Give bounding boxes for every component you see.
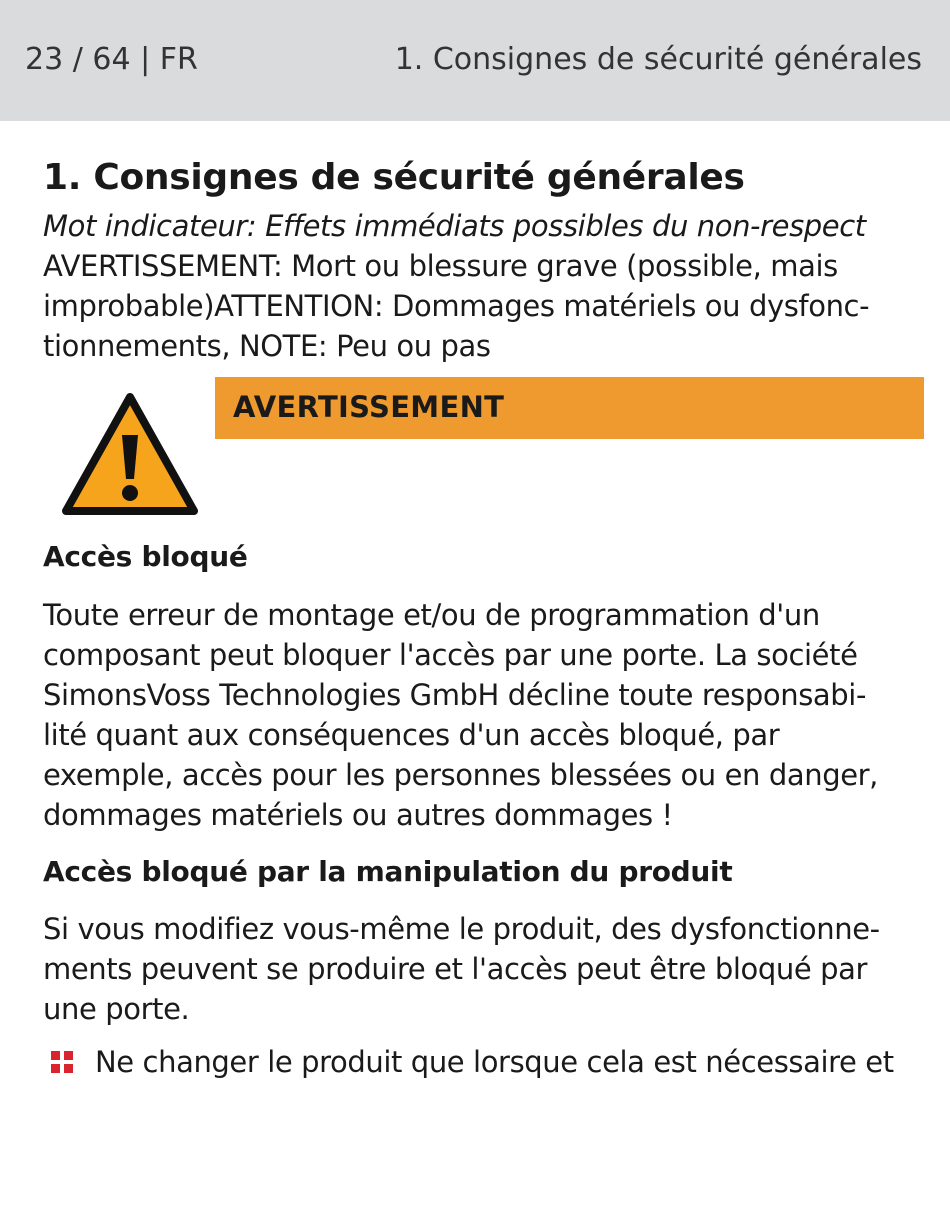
paragraph-line: une porte. xyxy=(43,992,190,1026)
paragraph-line: exemple, accès pour les personnes blessées ou en danger, xyxy=(43,758,878,792)
paragraph-line: Toute erreur de montage et/ou de programmation d'un xyxy=(43,598,820,632)
page-info: 23 / 64 | FR xyxy=(25,42,198,77)
section-title: 1. Consignes de sécurité générales xyxy=(43,157,745,198)
paragraph-acces-bloque xyxy=(43,595,928,835)
paragraph-manipulation xyxy=(43,909,928,1029)
intro-line: improbable)ATTENTION: Dommages matériels ou dysfonc- xyxy=(43,289,870,323)
intro-line: tionnements, NOTE: Peu ou pas xyxy=(43,329,491,363)
subheading-acces-bloque: Accès bloqué xyxy=(43,540,248,573)
signal-word-intro xyxy=(43,206,928,366)
paragraph-line: ments peuvent se produire et l'accès peut être bloqué par xyxy=(43,952,867,986)
bullet-text: Ne changer le produit que lorsque cela est nécessaire et xyxy=(95,1045,894,1079)
warning-block xyxy=(43,377,928,537)
subheading-manipulation: Accès bloqué par la manipulation du produit xyxy=(43,855,733,888)
intro-italic-line: Mot indicateur: Effets immédiats possibles du non-respect xyxy=(43,209,866,243)
red-square-bullet-icon xyxy=(51,1051,73,1073)
page-content xyxy=(43,150,928,1082)
intro-line: AVERTISSEMENT: Mort ou blessure grave (possible, mais xyxy=(43,249,838,283)
header-section-title: 1. Consignes de sécurité générales xyxy=(394,42,922,77)
paragraph-line: Si vous modifiez vous-même le produit, des dysfonctionne- xyxy=(43,912,880,946)
page-header xyxy=(0,0,950,121)
warning-bar xyxy=(215,377,924,439)
list-item xyxy=(43,1042,928,1082)
paragraph-line: composant peut bloquer l'accès par une porte. La société xyxy=(43,638,858,672)
warning-label: AVERTISSEMENT xyxy=(233,390,505,424)
warning-triangle-icon xyxy=(60,391,200,517)
paragraph-line: lité quant aux conséquences d'un accès bloqué, par xyxy=(43,718,780,752)
paragraph-line: dommages matériels ou autres dommages ! xyxy=(43,798,673,832)
paragraph-line: SimonsVoss Technologies GmbH décline toute responsabi- xyxy=(43,678,867,712)
